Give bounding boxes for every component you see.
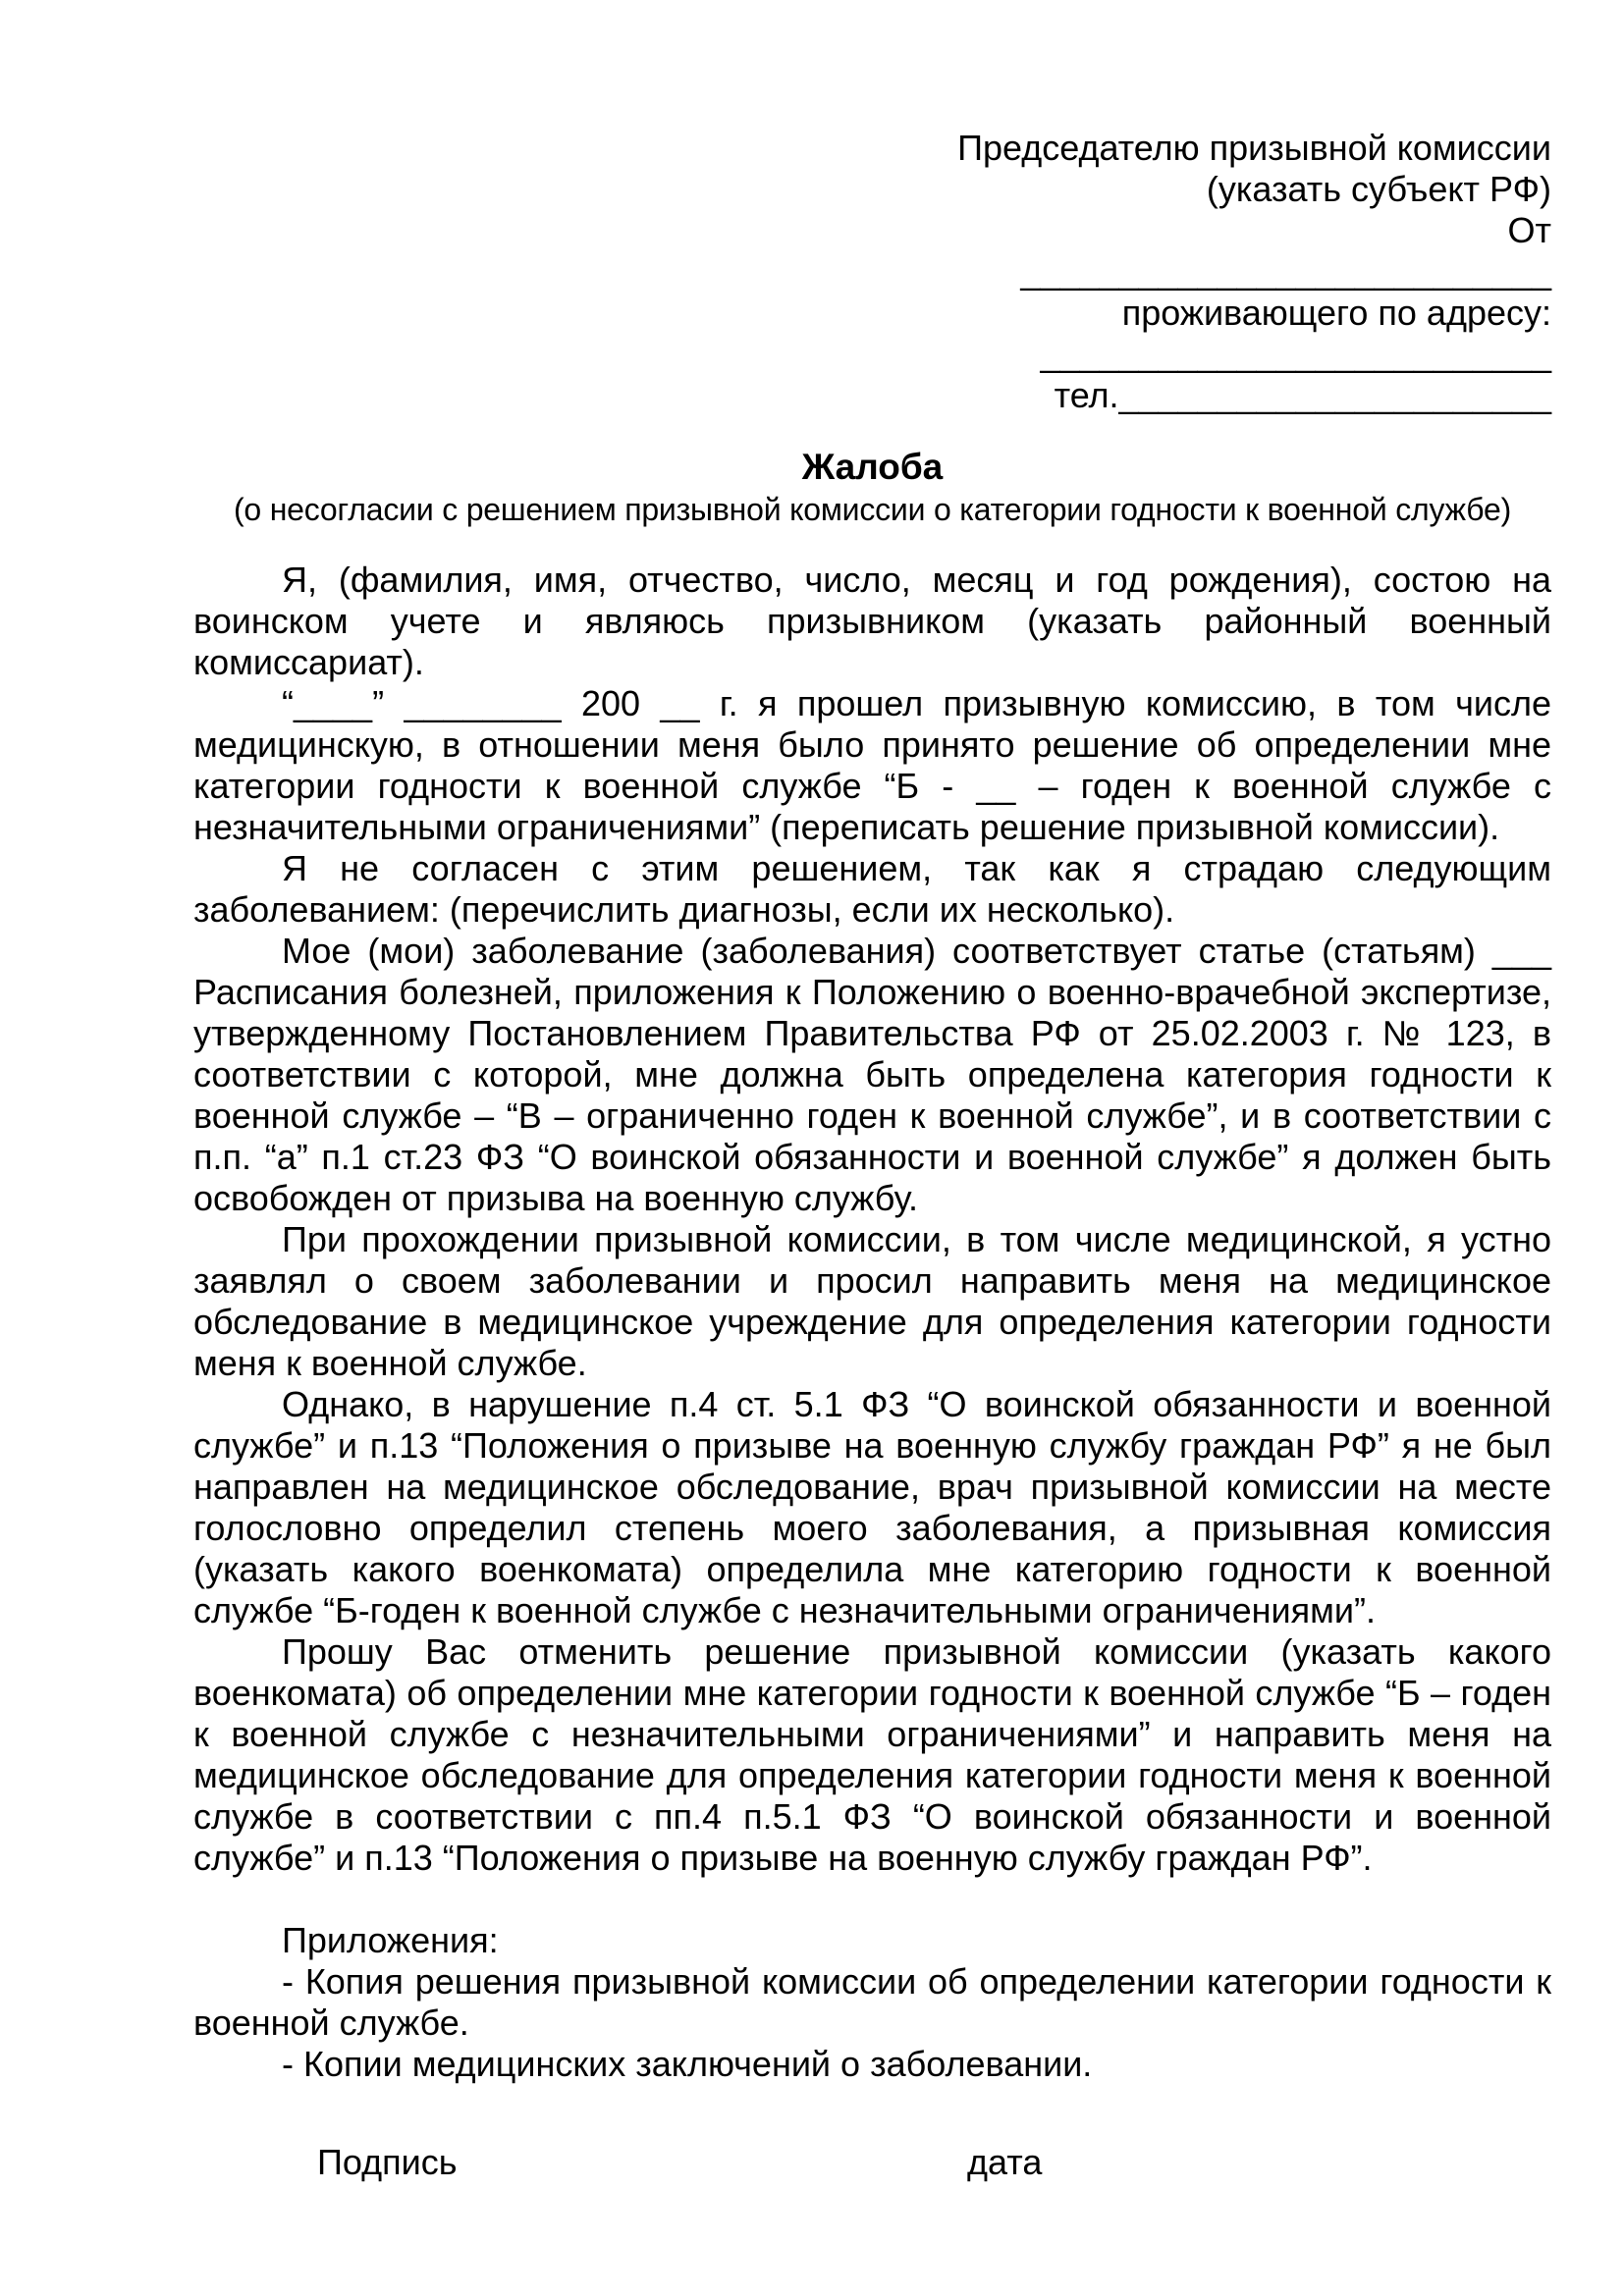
document-body <box>193 560 1551 1879</box>
document-title: Жалоба <box>801 447 944 487</box>
paragraph-disagreement: Я не согласен с этим решением, так как я страдаю следующим заболеванием: (перечислить диагнозы, если их несколько). <box>193 848 1551 930</box>
header-line-address-label: проживающего по адресу: <box>1121 293 1551 333</box>
attachment-item-medical-copies: - Копии медицинских заключений о заболевании. <box>282 2044 1093 2084</box>
paragraph-oral-statement: При прохождении призывной комиссии, в том числе медицинской, я устно заявлял о своем заболевании и просил направить меня на медицинское обследование в медицинское учреждение для определения категории годности меня к военной службе. <box>193 1219 1551 1383</box>
paragraph-violation: Однако, в нарушение п.4 ст. 5.1 ФЗ “О воинской обязанности и военной службе” и п.13 “Положения о призыве на военную службу граждан РФ” я не был направлен на медицинское обследование, врач призывной комиссии на месте голословно определил степень моего заболевания, а призывная комиссия (указать какого военкомата) определила мне категорию годности к военной службе “Б-годен к военной службе с незначительными ограничениями”. <box>193 1384 1551 1630</box>
paragraph-request: Прошу Вас отменить решение призывной комиссии (указать какого военкомата) об определении мне категории годности к военной службе “Б – годен к военной службе с незначительными ограничениями” и направить меня на медицинское обследование для определения категории годности меня к военной службе в соответствии с пп.4 п.5.1 ФЗ “О воинской обязанности и военной службе” и п.13 “Положения о призыве на военную службу граждан РФ”. <box>193 1631 1551 1878</box>
paragraph-disease-schedule: Мое (мои) заболевание (заболевания) соответствует статье (статьям) ___ Расписания болезней, приложения к Положению о военно-врачебной экспертизе, утвержденному Постановлением Правительства РФ от 25.02.2003 г. № 123, в соответствии с которой, мне должна быть определена категория годности к военной службе – “В – ограниченно годен к военной службе”, и в соответствии с п.п. “а” п.1 ст.23 ФЗ “О воинской обязанности и военной службе” я должен быть освобожден от призыва на военную службу. <box>193 931 1551 1218</box>
header-line-phone-blank: тел.______________________ <box>1054 375 1551 415</box>
header-line-address-blank: __________________________ <box>1040 334 1551 374</box>
paragraph-intro: Я, (фамилия, имя, отчество, число, месяц и год рождения), состою на воинском учете и являюсь призывником (указать районный военный комиссариат). <box>193 560 1551 682</box>
header-line-from: От <box>1507 210 1551 250</box>
recipient-header <box>193 128 1551 416</box>
document-subtitle: (о несогласии с решением призывной комиссии о категории годности к военной службе) <box>233 492 1512 527</box>
header-line-subject: (указать субъект РФ) <box>1206 169 1551 209</box>
attachments-section <box>193 1920 1551 2085</box>
header-line-name-blank: ___________________________ <box>1020 251 1551 292</box>
attachment-item-decision-copy: - Копия решения призывной комиссии об определении категории годности к военной службе. <box>193 1961 1551 2043</box>
paragraph-commission-decision: “____” ________ 200 __ г. я прошел призывную комиссию, в том числе медицинскую, в отношении меня было принято решение об определении мне категории годности к военной службе “Б - __ – годен к военной службе с незначительными ограничениями” (переписать решение призывной комиссии). <box>193 683 1551 847</box>
attachments-label: Приложения: <box>282 1920 499 1960</box>
header-line-recipient: Председателю призывной комиссии <box>957 128 1551 168</box>
signature-row <box>193 2142 1551 2183</box>
signature-label: Подпись <box>317 2142 458 2182</box>
date-label: дата <box>967 2142 1043 2182</box>
